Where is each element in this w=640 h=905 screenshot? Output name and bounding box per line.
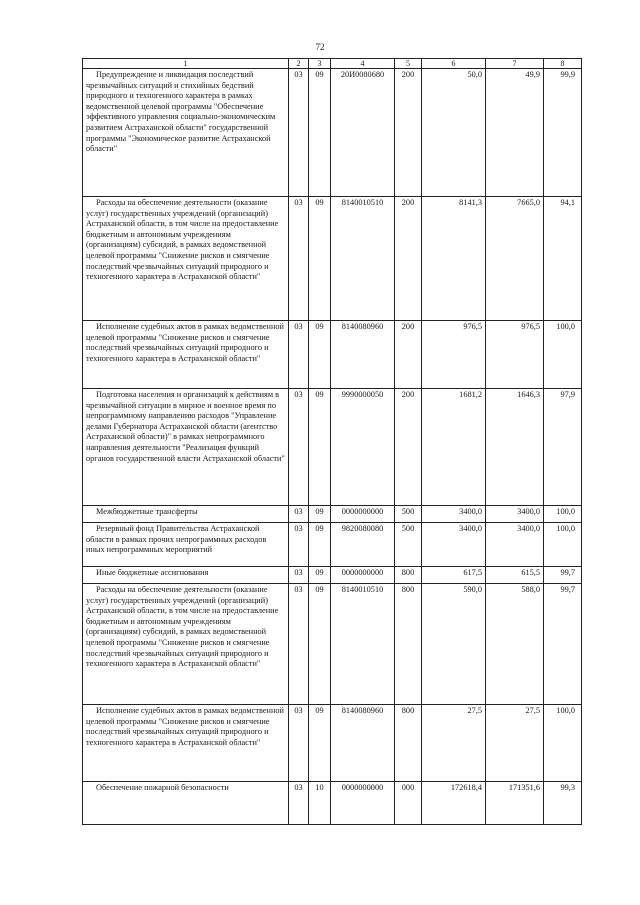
table-row — [83, 69, 582, 197]
expense-type-code: 500 — [395, 523, 422, 567]
actual-amount: 7665,0 — [486, 197, 544, 321]
section-code: 03 — [289, 584, 309, 705]
planned-amount: 8141,3 — [422, 197, 486, 321]
planned-amount: 27,5 — [422, 705, 486, 782]
table-row — [83, 506, 582, 523]
row-name: Обеспечение пожарной безопасности — [83, 782, 289, 825]
planned-amount: 617,5 — [422, 567, 486, 584]
target-article-code: 0000000000 — [331, 506, 395, 523]
target-article-code: 8140010510 — [331, 584, 395, 705]
header-cell: 5 — [395, 59, 422, 69]
header-cell: 1 — [83, 59, 289, 69]
header-cell: 8 — [544, 59, 582, 69]
row-name: Исполнение судебных актов в рамках ведомственной целевой программы "Снижение рисков и смягчение последствий чрезвычайных ситуаций природного и техногенного характера в Астраханской области" — [83, 705, 289, 782]
subsection-code: 09 — [309, 584, 331, 705]
target-article-code: 20И0080680 — [331, 69, 395, 197]
actual-amount: 588,0 — [486, 584, 544, 705]
expense-type-code: 500 — [395, 506, 422, 523]
actual-amount: 615,5 — [486, 567, 544, 584]
header-cell: 7 — [486, 59, 544, 69]
header-cell: 2 — [289, 59, 309, 69]
section-code: 03 — [289, 506, 309, 523]
subsection-code: 09 — [309, 705, 331, 782]
target-article-code: 8140080960 — [331, 705, 395, 782]
expense-type-code: 800 — [395, 567, 422, 584]
table-row — [83, 567, 582, 584]
actual-amount: 1646,3 — [486, 389, 544, 506]
table-row — [83, 705, 582, 782]
header-cell: 6 — [422, 59, 486, 69]
subsection-code: 09 — [309, 69, 331, 197]
subsection-code: 09 — [309, 321, 331, 389]
planned-amount: 3400,0 — [422, 523, 486, 567]
execution-percent: 99,3 — [544, 782, 582, 825]
execution-percent: 100,0 — [544, 506, 582, 523]
row-name: Расходы на обеспечение деятельности (оказание услуг) государственных учреждений (организаций) Астраханской области, в том числе на предоставление бюджетным и автономным учреждениям (организациям) субсидий, в рамках ведомственной целевой программы "Снижение рисков и смягчение последствий чрезвычайных ситуаций природного и техногенного характера в Астраханской области" — [83, 584, 289, 705]
planned-amount: 976,5 — [422, 321, 486, 389]
section-code: 03 — [289, 523, 309, 567]
planned-amount: 590,0 — [422, 584, 486, 705]
table-row — [83, 584, 582, 705]
planned-amount: 3400,0 — [422, 506, 486, 523]
target-article-code: 0000000000 — [331, 567, 395, 584]
target-article-code: 0000000000 — [331, 782, 395, 825]
row-name: Предупреждение и ликвидация последствий чрезвычайных ситуаций и стихийных бедствий природного и техногенного характера в рамках ведомственной целевой программы "Обеспечение эффективного управления социально-экономическим развитием Астраханской области" государственной программы "Экономическое развитие Астраханской области" — [83, 69, 289, 197]
row-name: Резервный фонд Правительства Астраханской области в рамках прочих непрограммных расходов иных непрограммных мероприятий — [83, 523, 289, 567]
execution-percent: 99,7 — [544, 567, 582, 584]
subsection-code: 09 — [309, 523, 331, 567]
row-name: Исполнение судебных актов в рамках ведомственной целевой программы "Снижение рисков и смягчение последствий чрезвычайных ситуаций природного и техногенного характера в Астраханской области" — [83, 321, 289, 389]
execution-percent: 94,1 — [544, 197, 582, 321]
table-row — [83, 197, 582, 321]
target-article-code: 9990000050 — [331, 389, 395, 506]
expense-type-code: 000 — [395, 782, 422, 825]
subsection-code: 10 — [309, 782, 331, 825]
table-row — [83, 321, 582, 389]
table-row — [83, 782, 582, 825]
actual-amount: 49,9 — [486, 69, 544, 197]
target-article-code: 8140010510 — [331, 197, 395, 321]
actual-amount: 171351,6 — [486, 782, 544, 825]
header-cell: 4 — [331, 59, 395, 69]
expense-type-code: 800 — [395, 705, 422, 782]
section-code: 03 — [289, 69, 309, 197]
subsection-code: 09 — [309, 389, 331, 506]
execution-percent: 100,0 — [544, 705, 582, 782]
expense-type-code: 200 — [395, 389, 422, 506]
actual-amount: 3400,0 — [486, 506, 544, 523]
execution-percent: 100,0 — [544, 321, 582, 389]
header-cell: 3 — [309, 59, 331, 69]
execution-percent: 97,9 — [544, 389, 582, 506]
subsection-code: 09 — [309, 197, 331, 321]
section-code: 03 — [289, 197, 309, 321]
table-row — [83, 389, 582, 506]
actual-amount: 3400,0 — [486, 523, 544, 567]
actual-amount: 27,5 — [486, 705, 544, 782]
header-row — [83, 59, 582, 69]
execution-percent: 99,7 — [544, 584, 582, 705]
planned-amount: 1681,2 — [422, 389, 486, 506]
expense-type-code: 200 — [395, 69, 422, 197]
row-name: Межбюджетные трансферты — [83, 506, 289, 523]
subsection-code: 09 — [309, 567, 331, 584]
target-article-code: 8140080960 — [331, 321, 395, 389]
planned-amount: 172618,4 — [422, 782, 486, 825]
row-name: Расходы на обеспечение деятельности (оказание услуг) государственных учреждений (организаций) Астраханской области, в том числе на предоставление бюджетным и автономным учреждениям (организациям) субсидий, в рамках ведомственной целевой программы "Снижение рисков и смягчение последствий чрезвычайных ситуаций природного и техногенного характера в Астраханской области" — [83, 197, 289, 321]
target-article-code: 9820080080 — [331, 523, 395, 567]
expense-type-code: 200 — [395, 321, 422, 389]
page-number: 72 — [315, 42, 325, 52]
execution-percent: 99,9 — [544, 69, 582, 197]
row-name: Иные бюджетные ассигнования — [83, 567, 289, 584]
planned-amount: 50,0 — [422, 69, 486, 197]
section-code: 03 — [289, 321, 309, 389]
section-code: 03 — [289, 705, 309, 782]
row-name: Подготовка населения и организаций к действиям в чрезвычайной ситуации в мирное и военное время по непрограммному направлению расходов "Управление делами Губернатора Астраханской области (агентство Астраханской области)" в рамках непрограммного направления деятельности "Реализация функций органов государственной власти Астраханской области" — [83, 389, 289, 506]
section-code: 03 — [289, 389, 309, 506]
expense-type-code: 200 — [395, 197, 422, 321]
budget-table — [82, 58, 582, 825]
section-code: 03 — [289, 567, 309, 584]
table-row — [83, 523, 582, 567]
execution-percent: 100,0 — [544, 523, 582, 567]
expense-type-code: 800 — [395, 584, 422, 705]
subsection-code: 09 — [309, 506, 331, 523]
actual-amount: 976,5 — [486, 321, 544, 389]
section-code: 03 — [289, 782, 309, 825]
